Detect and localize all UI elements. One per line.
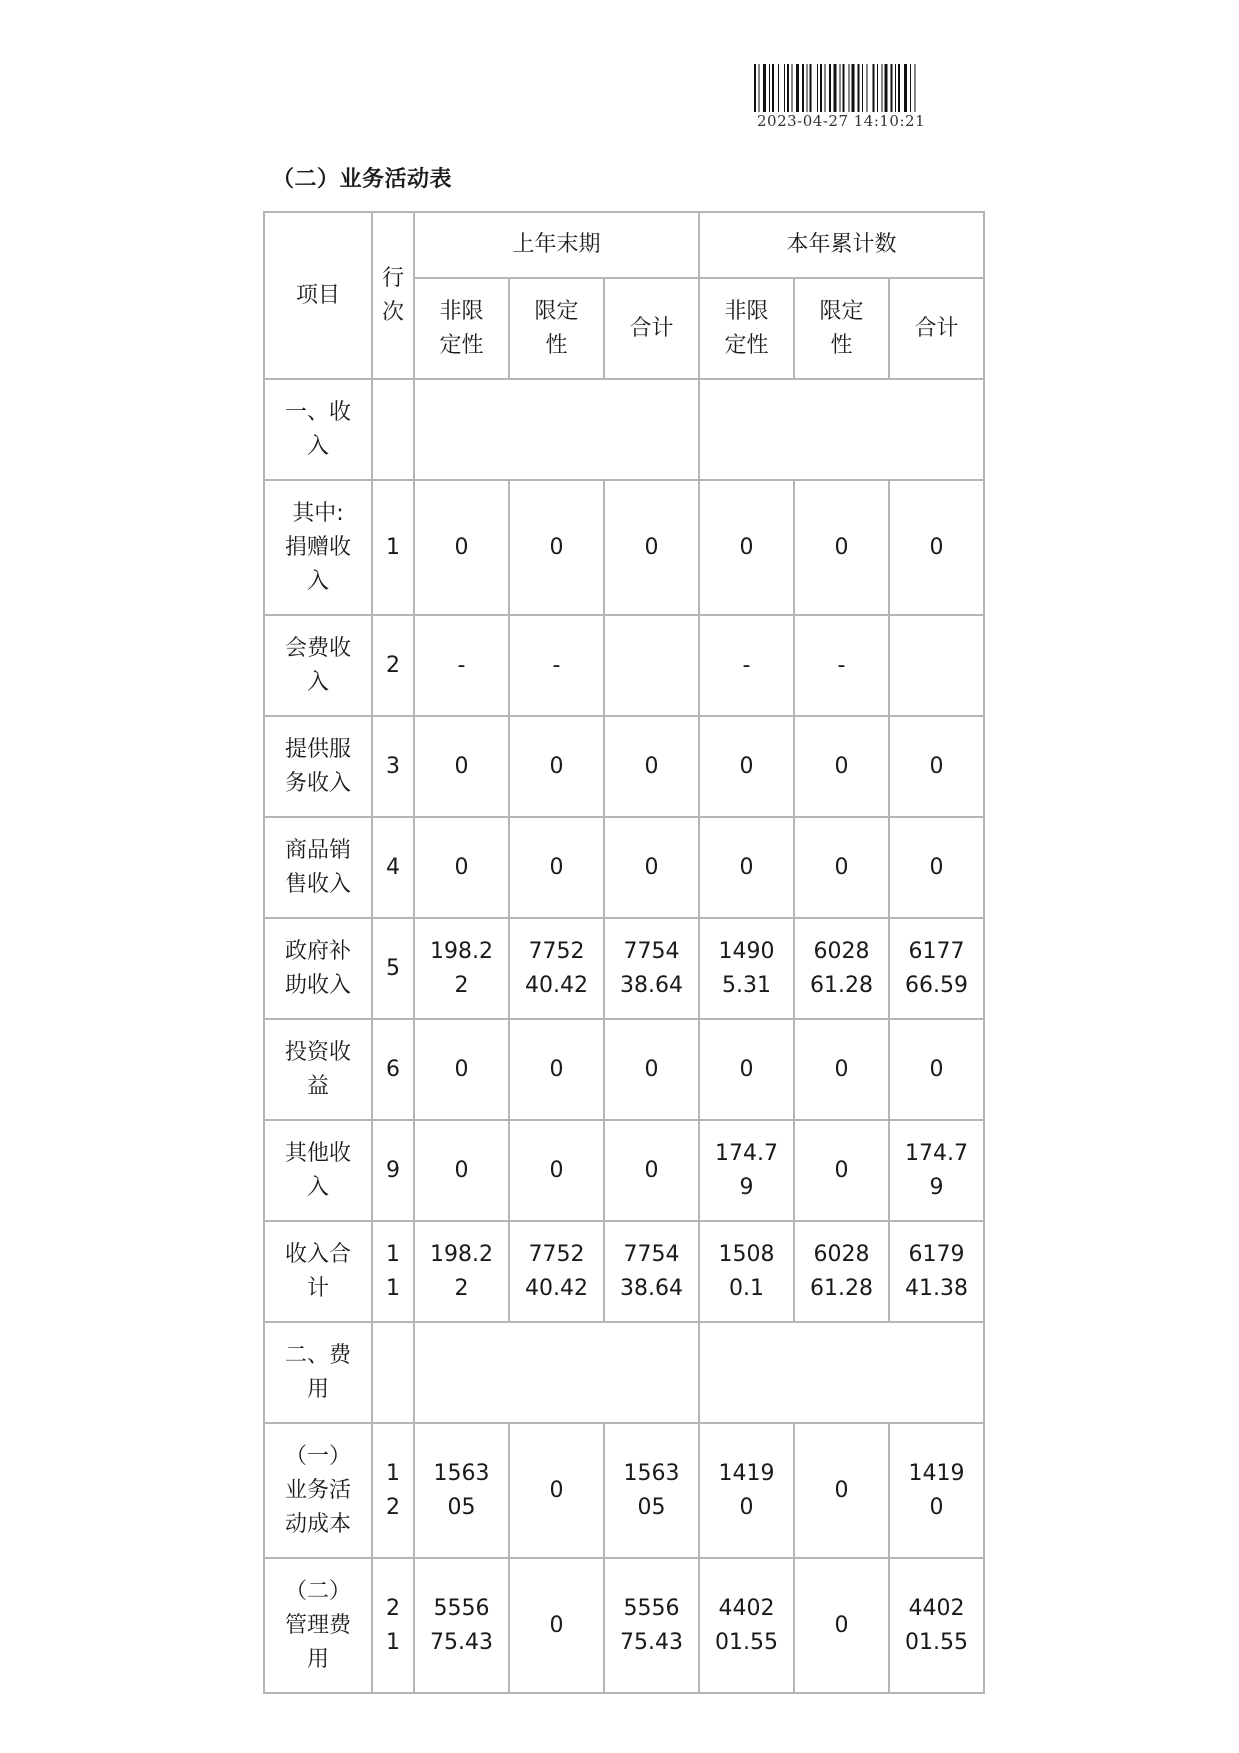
cell-this-year-unrestricted: 0 (699, 716, 794, 817)
row-item-label: 商品销 售收入 (264, 817, 372, 918)
header-this-year-restricted: 限定 性 (794, 278, 889, 379)
section-empty-cell (414, 1322, 699, 1423)
cell-last-year-total: 7754 38.64 (604, 918, 699, 1019)
cell-this-year-total: 1419 0 (889, 1423, 984, 1558)
cell-this-year-restricted: 0 (794, 480, 889, 615)
row-number: 6 (372, 1019, 414, 1120)
header-last-year-total: 合计 (604, 278, 699, 379)
cell-last-year-unrestricted: 0 (414, 817, 509, 918)
cell-this-year-total: 0 (889, 716, 984, 817)
cell-last-year-total: 5556 75.43 (604, 1558, 699, 1693)
row-item-label: （一） 业务活 动成本 (264, 1423, 372, 1558)
header-last-year: 上年末期 (414, 212, 699, 278)
row-item-label: 其他收 入 (264, 1120, 372, 1221)
row-number: 1 2 (372, 1423, 414, 1558)
cell-this-year-unrestricted: 0 (699, 1019, 794, 1120)
table-row (264, 817, 984, 918)
cell-this-year-total: 4402 01.55 (889, 1558, 984, 1693)
cell-this-year-total: 0 (889, 480, 984, 615)
row-number: 2 (372, 615, 414, 716)
row-item-label: 一、收 入 (264, 379, 372, 480)
table-row (264, 480, 984, 615)
cell-last-year-restricted: 0 (509, 817, 604, 918)
cell-last-year-restricted: 7752 40.42 (509, 1221, 604, 1322)
cell-this-year-total: 0 (889, 817, 984, 918)
row-item-label: 其中: 捐赠收 入 (264, 480, 372, 615)
cell-this-year-unrestricted: 1419 0 (699, 1423, 794, 1558)
header-last-year-restricted: 限定 性 (509, 278, 604, 379)
row-item-label: 会费收 入 (264, 615, 372, 716)
cell-this-year-restricted: - (794, 615, 889, 716)
cell-this-year-restricted: 6028 61.28 (794, 918, 889, 1019)
row-number: 3 (372, 716, 414, 817)
row-number: 1 1 (372, 1221, 414, 1322)
cell-last-year-total (604, 615, 699, 716)
table-row (264, 1558, 984, 1693)
row-number: 9 (372, 1120, 414, 1221)
cell-last-year-restricted: 0 (509, 1019, 604, 1120)
section-title: （二）业务活动表 (272, 167, 453, 192)
cell-this-year-restricted: 0 (794, 716, 889, 817)
print-timestamp: 2023-04-27 14:10:21 (757, 112, 926, 130)
cell-this-year-total: 6177 66.59 (889, 918, 984, 1019)
row-item-label: 投资收 益 (264, 1019, 372, 1120)
cell-this-year-restricted: 0 (794, 1423, 889, 1558)
cell-last-year-restricted: 0 (509, 1120, 604, 1221)
row-item-label: 二、费 用 (264, 1322, 372, 1423)
cell-this-year-unrestricted: 4402 01.55 (699, 1558, 794, 1693)
row-item-label: 提供服 务收入 (264, 716, 372, 817)
cell-this-year-total (889, 615, 984, 716)
cell-this-year-total: 0 (889, 1019, 984, 1120)
header-last-year-unrestricted: 非限 定性 (414, 278, 509, 379)
row-item-label: 收入合 计 (264, 1221, 372, 1322)
section-empty-cell (699, 379, 984, 480)
cell-last-year-restricted: 0 (509, 716, 604, 817)
activity-statement-table (263, 211, 985, 1694)
cell-this-year-restricted: 0 (794, 1120, 889, 1221)
header-this-year: 本年累计数 (699, 212, 984, 278)
cell-last-year-unrestricted: 0 (414, 480, 509, 615)
cell-last-year-total: 0 (604, 480, 699, 615)
row-item-label: 政府补 助收入 (264, 918, 372, 1019)
cell-last-year-restricted: 0 (509, 1423, 604, 1558)
row-item-label: （二） 管理费 用 (264, 1558, 372, 1693)
cell-last-year-unrestricted: 0 (414, 1120, 509, 1221)
row-number: 2 1 (372, 1558, 414, 1693)
cell-last-year-total: 1563 05 (604, 1423, 699, 1558)
cell-this-year-unrestricted: - (699, 615, 794, 716)
cell-this-year-restricted: 0 (794, 1558, 889, 1693)
cell-this-year-total: 6179 41.38 (889, 1221, 984, 1322)
cell-this-year-unrestricted: 0 (699, 817, 794, 918)
header-this-year-unrestricted: 非限 定性 (699, 278, 794, 379)
section-empty-cell (414, 379, 699, 480)
row-number: 5 (372, 918, 414, 1019)
cell-last-year-total: 0 (604, 716, 699, 817)
cell-this-year-restricted: 0 (794, 817, 889, 918)
cell-last-year-restricted: - (509, 615, 604, 716)
table-row (264, 716, 984, 817)
header-row-number: 行 次 (372, 212, 414, 379)
table-row (264, 615, 984, 716)
table-row (264, 1221, 984, 1322)
table-row (264, 1423, 984, 1558)
cell-this-year-restricted: 0 (794, 1019, 889, 1120)
cell-this-year-unrestricted: 1508 0.1 (699, 1221, 794, 1322)
cell-last-year-total: 0 (604, 1120, 699, 1221)
section-row (264, 1322, 984, 1423)
cell-this-year-unrestricted: 1490 5.31 (699, 918, 794, 1019)
cell-this-year-unrestricted: 174.7 9 (699, 1120, 794, 1221)
table-row (264, 1120, 984, 1221)
row-number: 1 (372, 480, 414, 615)
cell-last-year-restricted: 0 (509, 1558, 604, 1693)
table-row (264, 1019, 984, 1120)
cell-this-year-unrestricted: 0 (699, 480, 794, 615)
row-number (372, 1322, 414, 1423)
cell-last-year-total: 7754 38.64 (604, 1221, 699, 1322)
cell-last-year-unrestricted: - (414, 615, 509, 716)
cell-last-year-total: 0 (604, 817, 699, 918)
cell-last-year-unrestricted: 198.2 2 (414, 918, 509, 1019)
row-number: 4 (372, 817, 414, 918)
cell-last-year-unrestricted: 1563 05 (414, 1423, 509, 1558)
section-row (264, 379, 984, 480)
header-this-year-total: 合计 (889, 278, 984, 379)
barcode (754, 64, 980, 112)
cell-last-year-unrestricted: 5556 75.43 (414, 1558, 509, 1693)
cell-last-year-restricted: 7752 40.42 (509, 918, 604, 1019)
cell-this-year-restricted: 6028 61.28 (794, 1221, 889, 1322)
cell-last-year-restricted: 0 (509, 480, 604, 615)
header-item: 项目 (264, 212, 372, 379)
section-empty-cell (699, 1322, 984, 1423)
cell-last-year-unrestricted: 0 (414, 1019, 509, 1120)
cell-last-year-unrestricted: 198.2 2 (414, 1221, 509, 1322)
cell-this-year-total: 174.7 9 (889, 1120, 984, 1221)
table-row (264, 918, 984, 1019)
cell-last-year-unrestricted: 0 (414, 716, 509, 817)
cell-last-year-total: 0 (604, 1019, 699, 1120)
row-number (372, 379, 414, 480)
